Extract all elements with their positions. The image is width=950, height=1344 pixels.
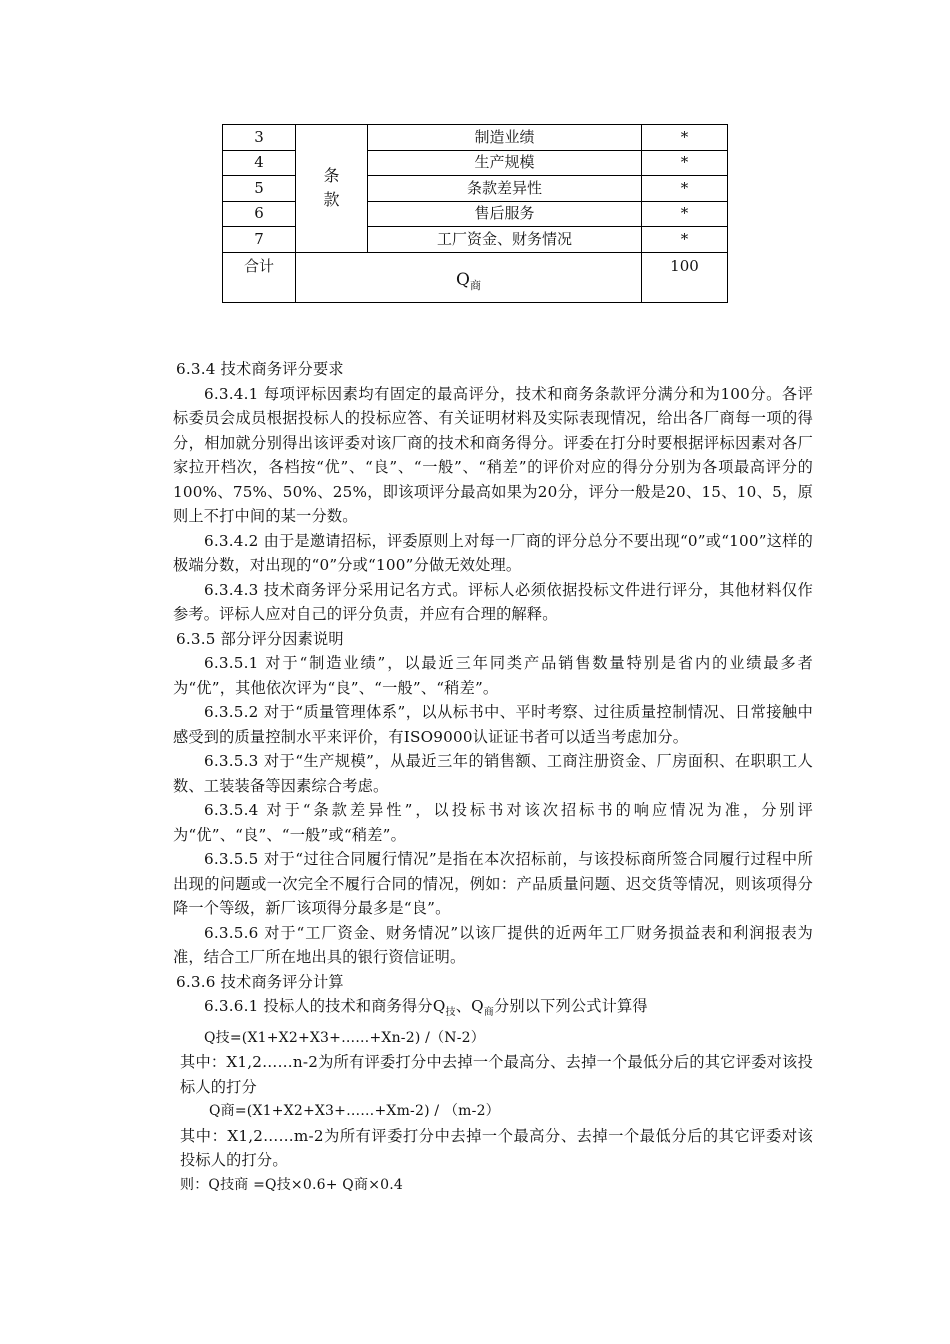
row-score: * — [642, 176, 728, 202]
paragraph: 6.3.4.1 每项评标因素均有固定的最高评分，技术和商务条款评分满分和为100分。各评标委员会成员根据投标人的投标应答、有关证明材料及实际表现情况，给出各厂商每一项的得分，相加就分别得出该评委对该厂商的技术和商务得分。评委在打分时要根据评标因素对各厂家拉开档次，各档按“优”、“良”、“一般”、“稍差”的评价对应的得分分别为各项最高评分的100%、75%、50%、25%，即该项评分最高如果为20分，评分一般是20、15、10、5，原则上不打中间的某一分数。 — [173, 384, 813, 525]
category-cell — [296, 125, 368, 253]
row-number: 5 — [223, 176, 296, 202]
paragraph: 6.3.5.5 对于“过往合同履行情况”是指在本次招标前，与该投标商所签合同履行过程中所出现的问题或一次完全不履行合同的情况，例如：产品质量问题、迟交货等情况，则该项得分降一个等级，新厂该项得分最多是“良”。 — [173, 850, 813, 917]
row-item: 制造业绩 — [368, 125, 642, 151]
paragraph: 6.3.4.2 由于是邀请招标，评委原则上对每一厂商的评分总分不要出现“0”或“100”这样的极端分数，对出现的“0”分或“100”分做无效处理。 — [173, 531, 813, 574]
subscript: 技 — [445, 1007, 456, 1018]
row-number: 7 — [223, 227, 296, 253]
paragraph: 6.3.5.3 对于“生产规模”，从最近三年的销售额、工商注册资金、厂房面积、在职职工人数、工装装备等因素综合考虑。 — [173, 752, 813, 795]
total-label: 合计 — [223, 252, 296, 302]
total-row — [223, 252, 728, 302]
paragraph: 6.3.5.2 对于“质量管理体系”，以从标书中、平时考察、过往质量控制情况、日常接触中感受到的质量控制水平来评价，有ISO9000认证证书者可以适当考虑加分。 — [173, 703, 813, 746]
row-score: * — [642, 125, 728, 151]
subscript: 商 — [483, 1007, 494, 1018]
formula-commerce: Q商=(X1+X2+X3+……+Xm-2) / （m-2） — [209, 1103, 500, 1119]
paragraph: 6.3.5.1 对于“制造业绩”，以最近三年同类产品销售数量特别是省内的业绩最多者为“优”，其他依次评为“良”、“一般”、“稍差”。 — [173, 654, 813, 697]
paragraph: 6.3.4.3 技术商务评分采用记名方式。评标人必须依据投标文件进行评分，其他材料仅作参考。评标人应对自己的评分负责，并应有合理的解释。 — [173, 580, 813, 623]
section-heading: 6.3.5 部分评分因素说明 — [176, 629, 344, 648]
scoring-table — [222, 124, 728, 303]
row-score: * — [642, 201, 728, 227]
formula-note: 其中：X1,2……m-2为所有评委打分中去掉一个最高分、去掉一个最低分后的其它评委对该投标人的打分。 — [180, 1126, 813, 1169]
category-char: 条 — [323, 166, 340, 186]
body-text — [173, 357, 813, 1197]
paragraph — [173, 994, 813, 1026]
total-q-sub: 商 — [469, 278, 481, 292]
formula-intro: 、Q — [455, 997, 484, 1015]
section-heading: 6.3.6 技术商务评分计算 — [176, 972, 344, 991]
total-formula-cell — [296, 252, 642, 302]
section-heading: 6.3.4 技术商务评分要求 — [176, 360, 344, 378]
paragraph: 6.3.5.6 对于“工厂资金、财务情况”以该厂提供的近两年工厂财务损益表和利润报表为准，结合工厂所在地出具的银行资信证明。 — [173, 923, 813, 966]
formula-intro: 分别以下列公式计算得 — [493, 997, 648, 1015]
row-item: 工厂资金、财务情况 — [368, 227, 642, 253]
formula-intro: 6.3.6.1 投标人的技术和商务得分Q — [204, 997, 446, 1015]
total-score: 100 — [642, 252, 728, 302]
paragraph: 6.3.5.4 对于“条款差异性”，以投标书对该次招标书的响应情况为准，分别评为“优”、“良”、“一般”或“稍差”。 — [173, 801, 813, 844]
formula-note: 其中：X1,2……n-2为所有评委打分中去掉一个最高分、去掉一个最低分后的其它评委对该投标人的打分 — [180, 1053, 813, 1096]
row-score: * — [642, 227, 728, 253]
row-item: 生产规模 — [368, 150, 642, 176]
row-number: 6 — [223, 201, 296, 227]
table-row — [223, 125, 728, 151]
row-number: 4 — [223, 150, 296, 176]
row-item: 条款差异性 — [368, 176, 642, 202]
formula-tech: Q技=(X1+X2+X3+……+Xn-2) /（N-2） — [204, 1029, 485, 1046]
row-number: 3 — [223, 125, 296, 151]
row-score: * — [642, 150, 728, 176]
formula-final: 则：Q技商 =Q技×0.6+ Q商×0.4 — [180, 1176, 403, 1193]
category-char: 款 — [323, 190, 340, 210]
total-q: Q — [456, 269, 470, 290]
row-item: 售后服务 — [368, 201, 642, 227]
